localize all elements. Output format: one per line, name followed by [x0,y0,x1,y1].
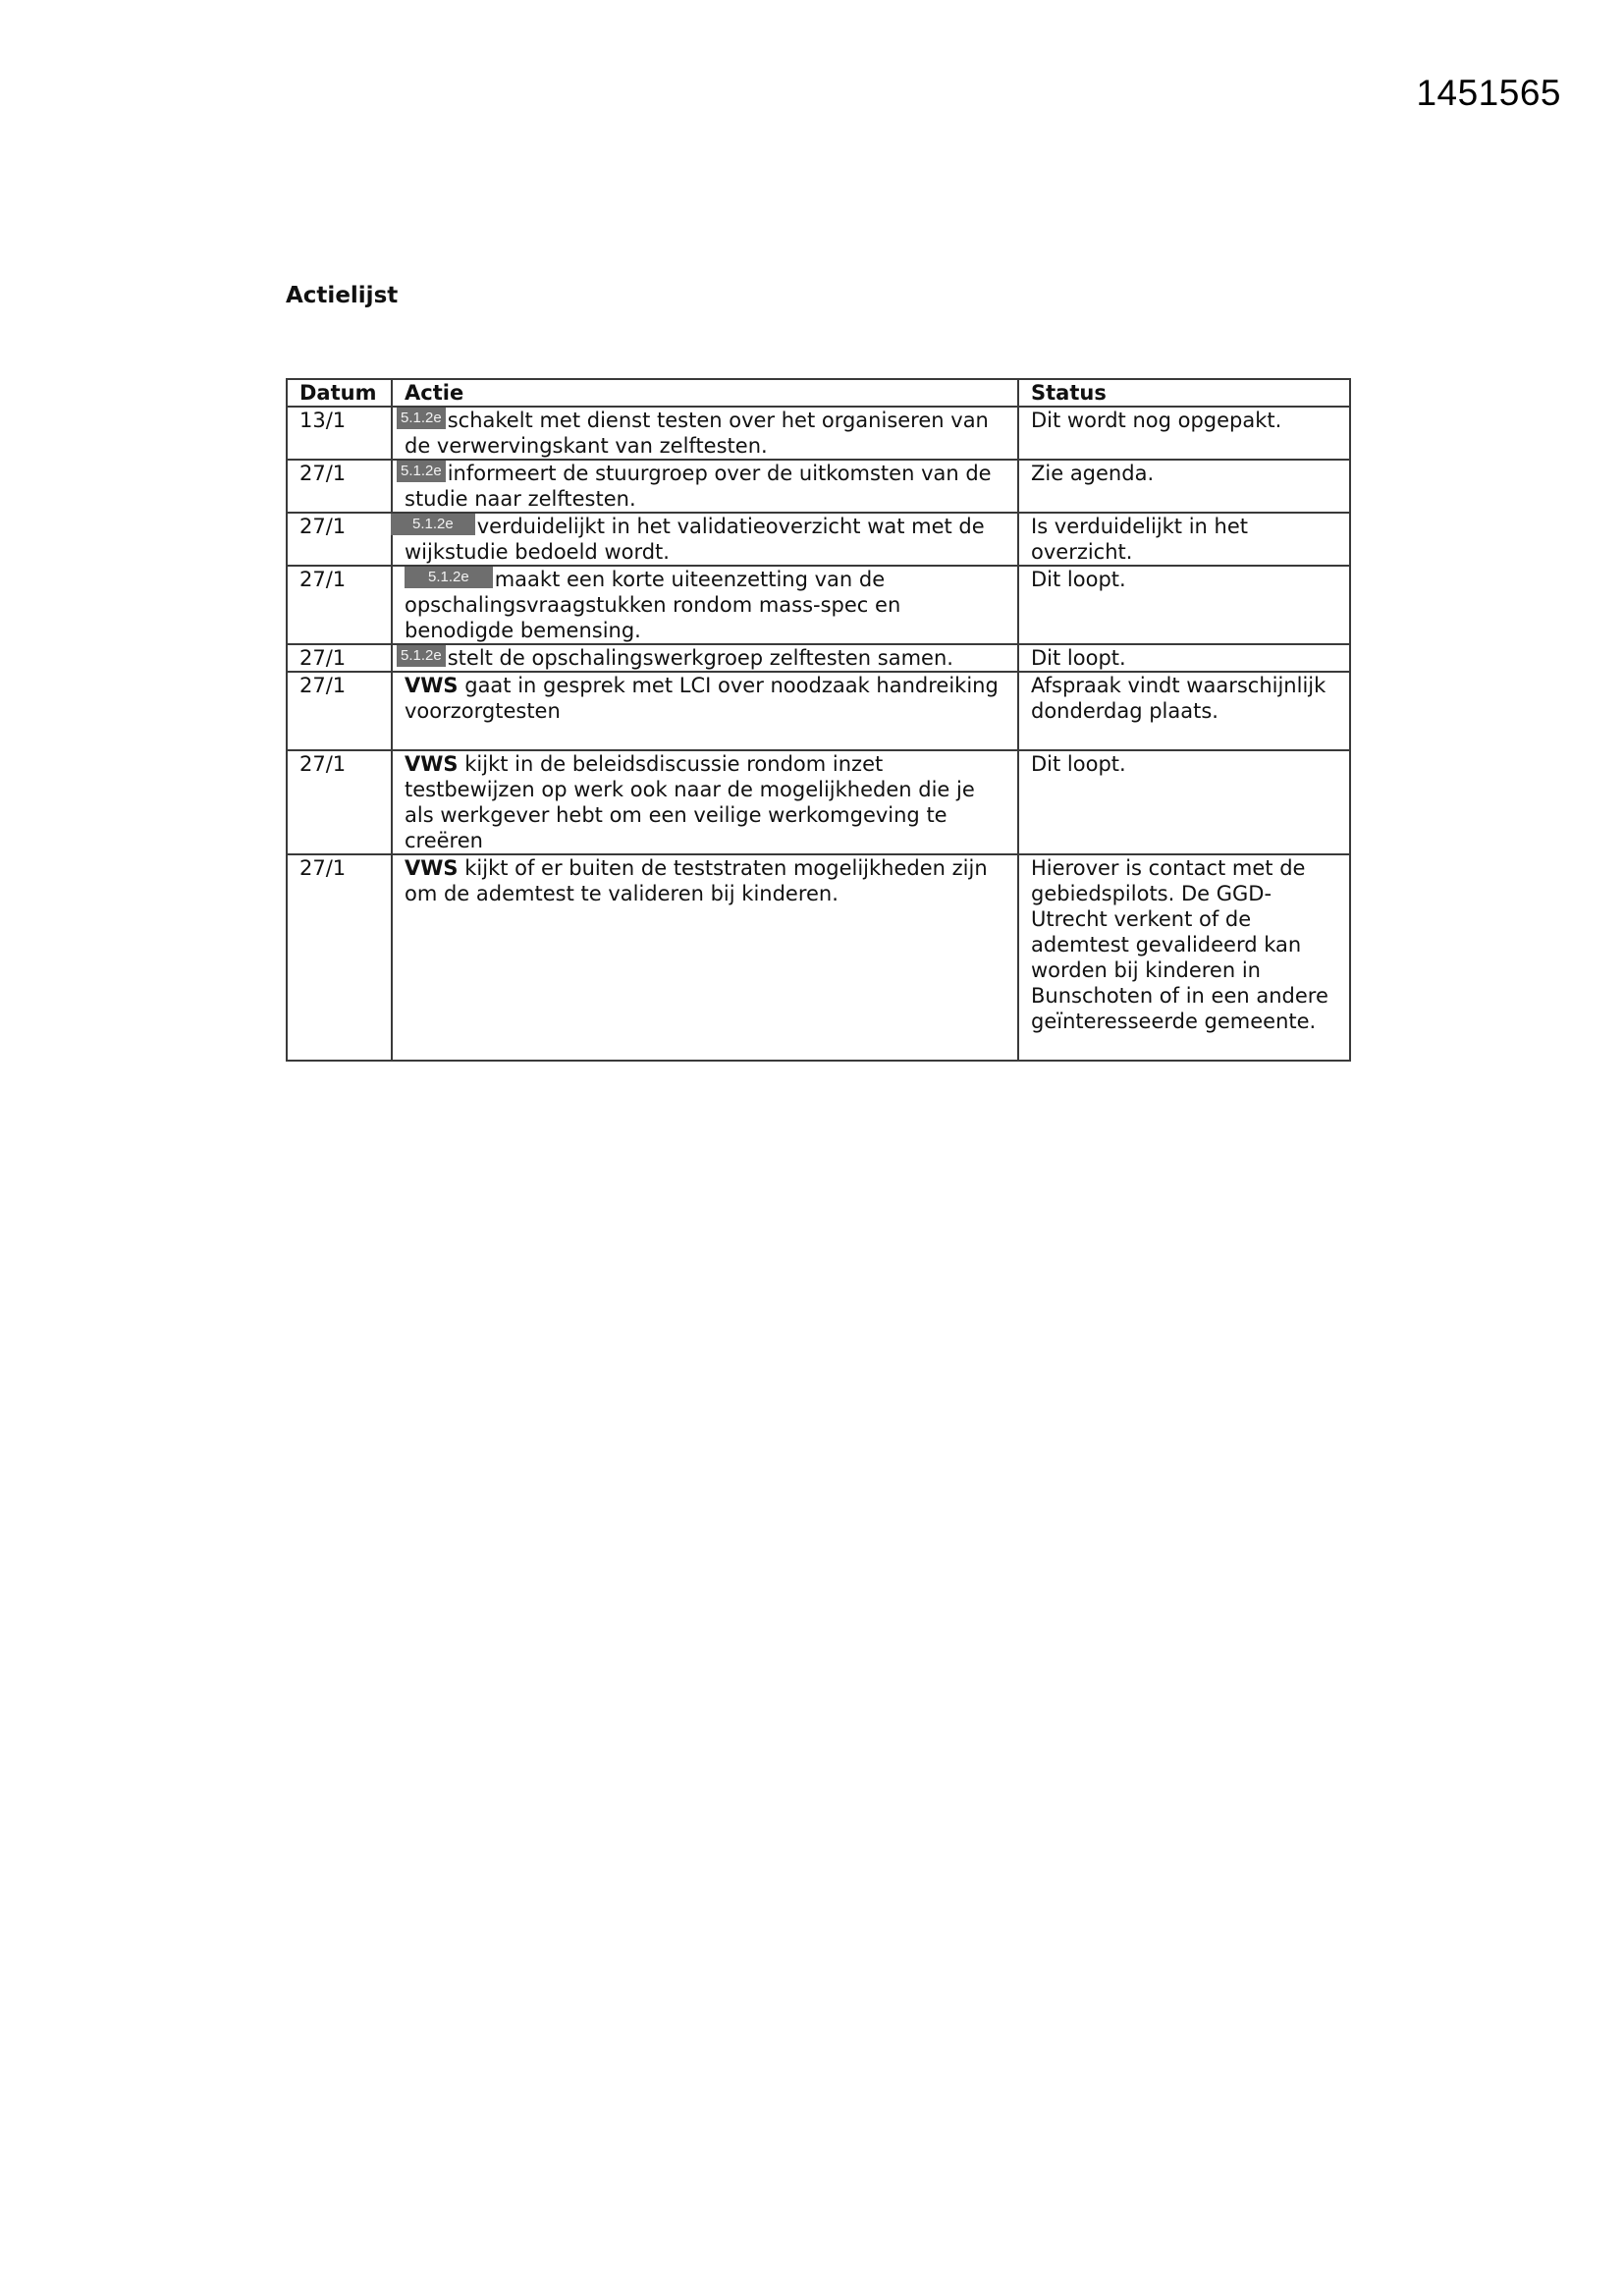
redaction-mark: 5.1.2e [397,461,446,482]
redaction-mark: 5.1.2e [405,567,493,588]
action-text: kijkt in de beleidsdiscussie rondom inzet testbewijzen op werk ook naar de mogelijkheden die je als werkgever hebt om een veilige werkomgeving te creëren [405,752,975,852]
cell-status: Zie agenda. [1018,460,1350,513]
table-row [287,644,1350,672]
table-row [287,566,1350,644]
document-title: Actielijst [286,283,399,308]
action-text: verduidelijkt in het validatieoverzicht wat met de wijkstudie bedoeld wordt. [405,515,985,564]
cell-status: Dit loopt. [1018,750,1350,854]
actor-label: VWS [405,856,459,880]
header-date: Datum [287,379,392,407]
table-row [287,672,1350,750]
cell-date: 27/1 [287,644,392,672]
cell-date: 27/1 [287,460,392,513]
cell-status: Is verduidelijkt in het overzicht. [1018,513,1350,566]
cell-date: 27/1 [287,854,392,1061]
cell-status: Dit loopt. [1018,644,1350,672]
document-number: 1451565 [1416,73,1561,113]
table-row [287,513,1350,566]
redaction-mark: 5.1.2e [397,408,446,429]
action-text: informeert de stuurgroep over de uitkomsten van de studie naar zelftesten. [405,462,992,511]
cell-date: 27/1 [287,750,392,854]
cell-action [392,854,1018,1061]
action-text: gaat in gesprek met LCI over noodzaak handreiking voorzorgtesten [405,674,999,723]
cell-date: 27/1 [287,566,392,644]
actor-label: VWS [405,752,459,776]
header-action: Actie [392,379,1018,407]
cell-status: Dit loopt. [1018,566,1350,644]
actor-label: VWS [405,674,459,697]
cell-action [392,672,1018,750]
header-status: Status [1018,379,1350,407]
table-row [287,854,1350,1061]
cell-status: Afspraak vindt waarschijnlijk donderdag plaats. [1018,672,1350,750]
cell-action [392,566,1018,644]
action-text: stelt de opschalingswerkgroep zelftesten samen. [447,646,953,670]
cell-status: Dit wordt nog opgepakt. [1018,407,1350,460]
action-text: schakelt met dienst testen over het organiseren van de verwervingskant van zelftesten. [405,409,989,458]
redaction-mark: 5.1.2e [397,645,446,667]
cell-date: 13/1 [287,407,392,460]
table-header-row [287,379,1350,407]
cell-date: 27/1 [287,513,392,566]
cell-action [392,460,1018,513]
table-row [287,460,1350,513]
cell-status: Hierover is contact met de gebiedspilots. De GGD-Utrecht verkent of de ademtest gevalideerd kan worden bij kinderen in Bunschoten of in een andere geïnteresseerde gemeente. [1018,854,1350,1061]
table-row [287,407,1350,460]
cell-action [392,644,1018,672]
redaction-mark: 5.1.2e [391,514,475,535]
action-text: kijkt of er buiten de teststraten mogelijkheden zijn om de ademtest te valideren bij kinderen. [405,856,988,905]
action-text: maakt een korte uiteenzetting van de opschalingsvraagstukken rondom mass-spec en benodigde bemensing. [405,568,901,642]
cell-date: 27/1 [287,672,392,750]
table-row [287,750,1350,854]
action-list-table [286,378,1351,1062]
cell-action [392,750,1018,854]
cell-action [392,407,1018,460]
cell-action [392,513,1018,566]
